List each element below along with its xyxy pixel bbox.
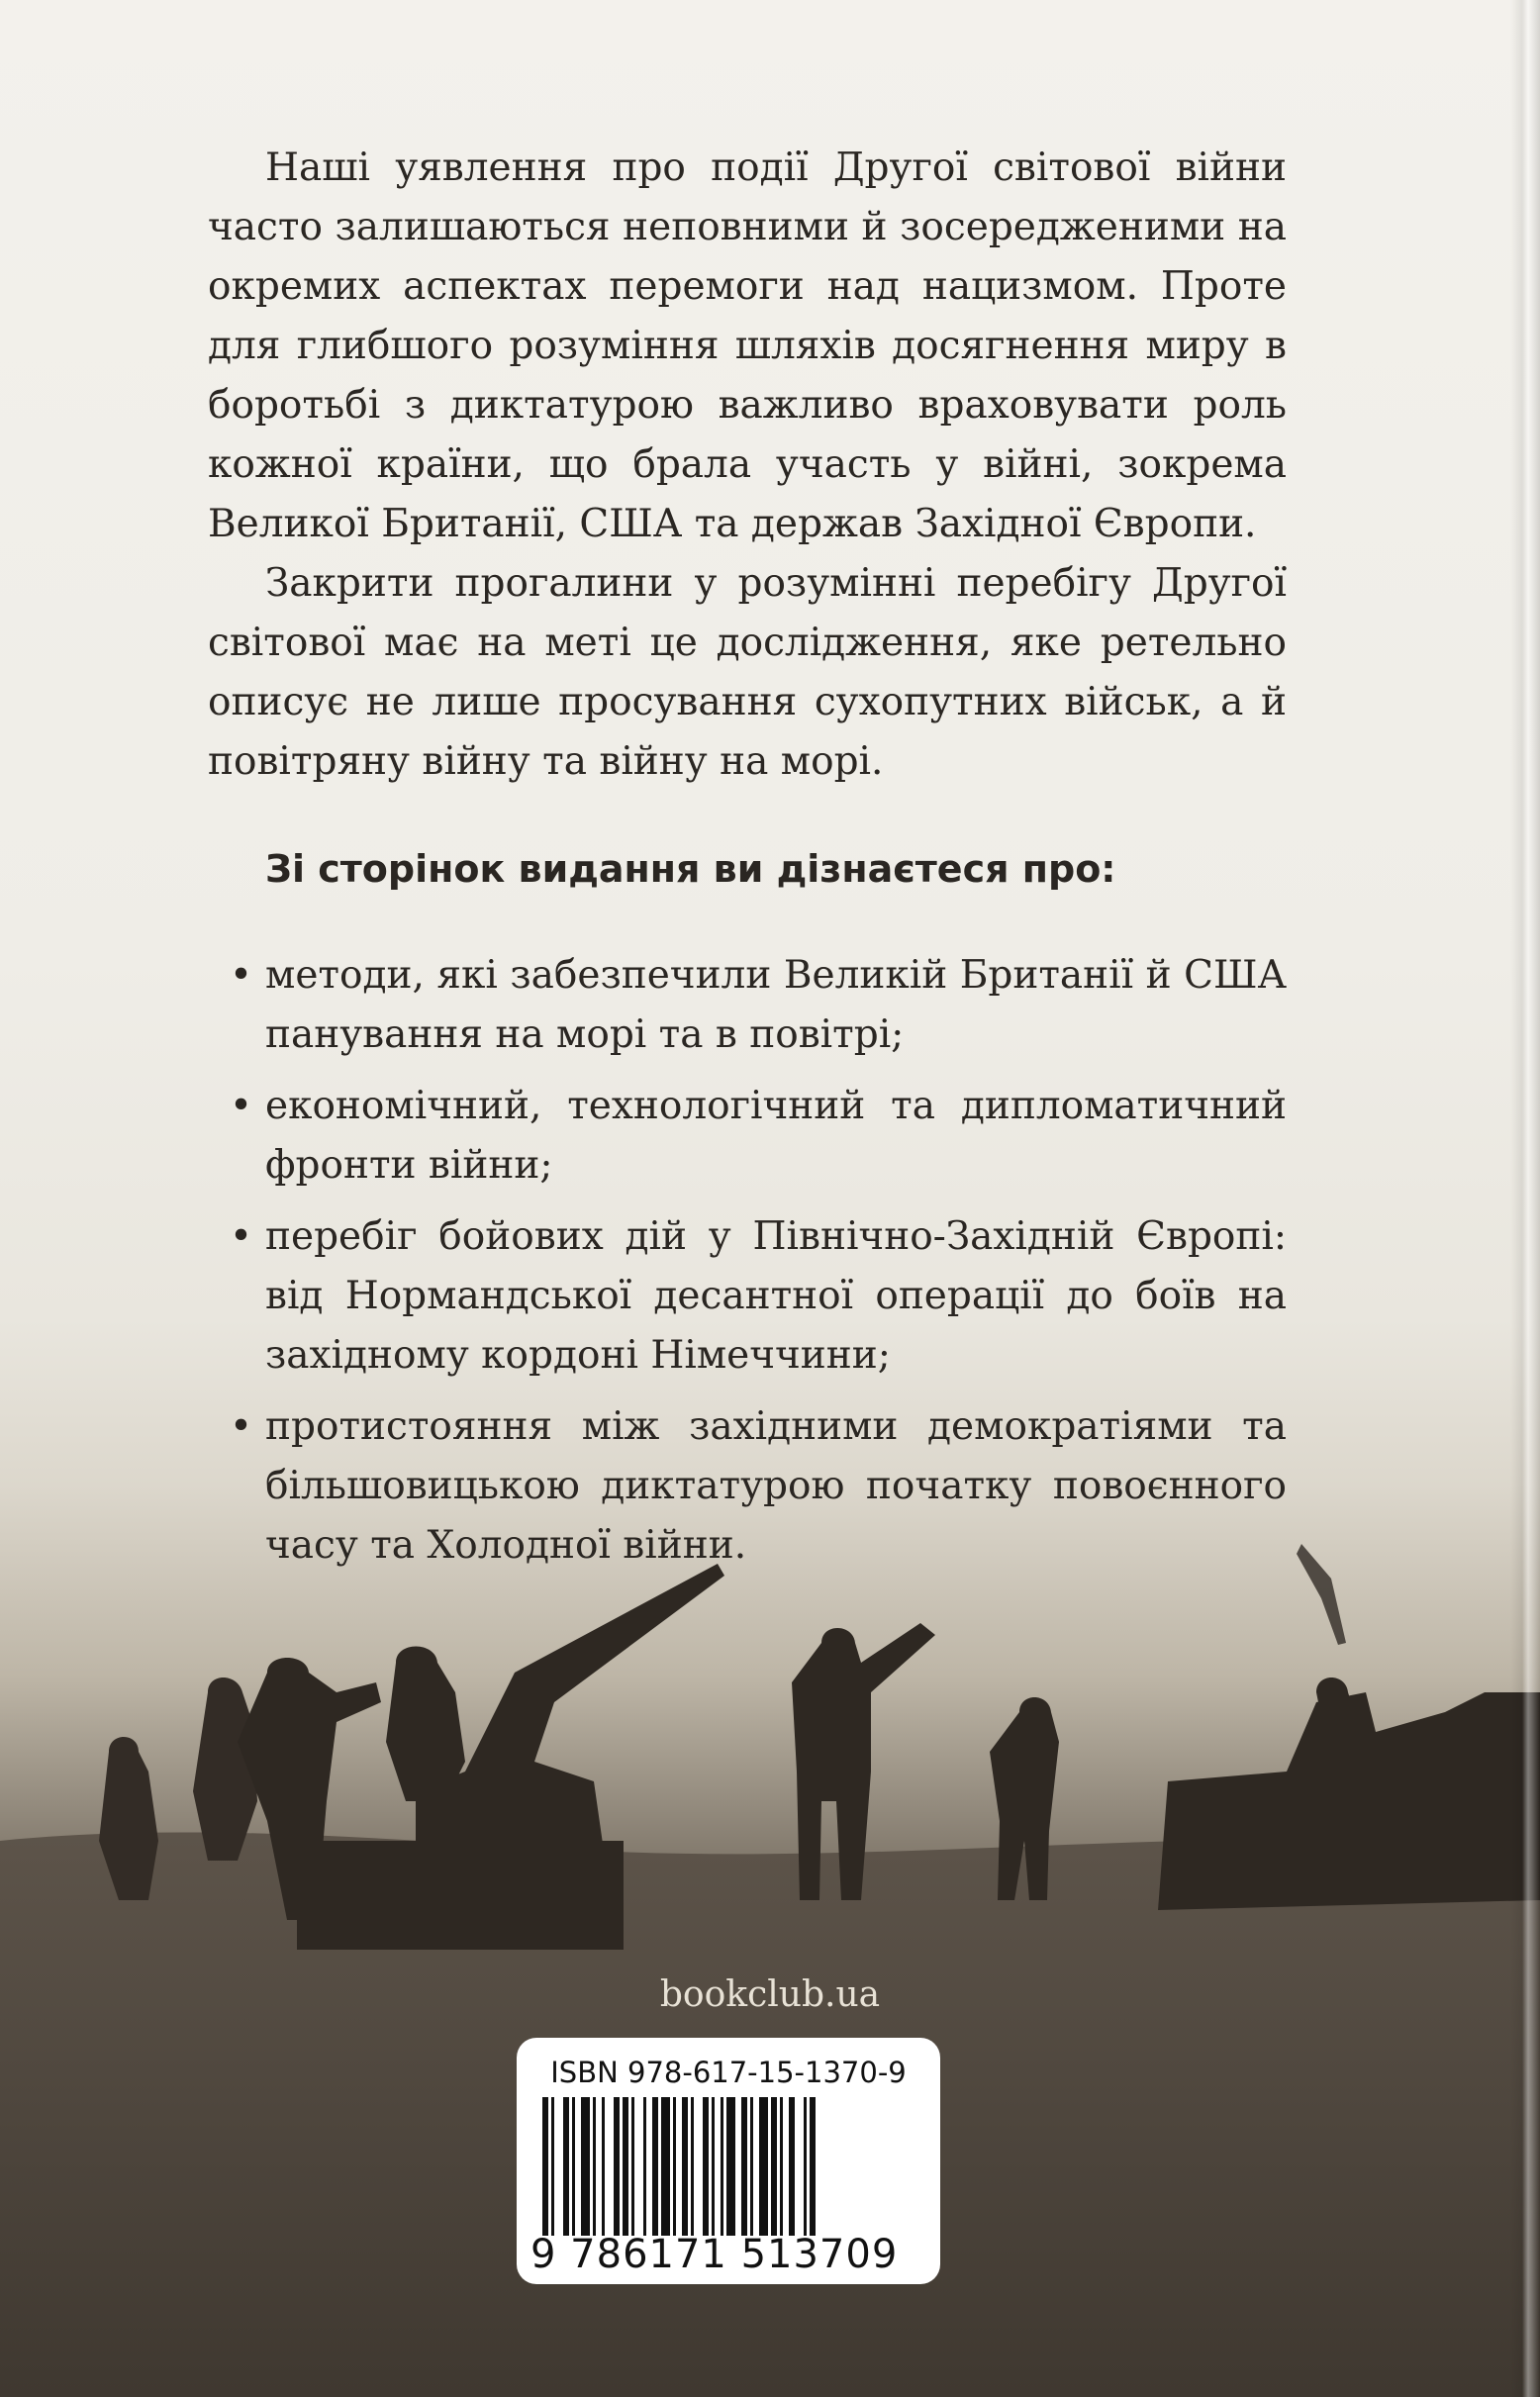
paragraph-intro: Наші уявлення про події Другої світової війни часто залишаються неповними й зосередженими на окремих аспектах перемоги над нацизмом. Проте для глибшого розуміння шляхів досягнення миру в боротьбі з диктатурою важливо враховувати роль кожної країни, що брала участь у війні, зокрема Великої Британії, США та держав Західної Європи.: [208, 145, 1287, 546]
spine-edge: [1510, 0, 1540, 2397]
bullet-item: • економічний, технологічний та дипломатичний фронти війни;: [208, 1077, 1287, 1196]
soldier-silhouette: [386, 1647, 465, 1802]
plane-silhouette: [1297, 1544, 1346, 1645]
vehicle-silhouette: [1158, 1692, 1540, 1910]
bullet-item: • перебіг бойових дій у Північно-Західній Європі: від Нормандської десантної операції до боїв на західному кордоні Німеччини;: [208, 1207, 1287, 1386]
bullet-item: • методи, які забезпечили Великій Британії й США панування на морі та в повітрі;: [208, 946, 1287, 1065]
isbn-barcode-panel: [517, 2038, 940, 2284]
bullet-list: [208, 946, 1287, 1576]
bullets-heading: Зі сторінок видання ви дізнаєтеся про:: [265, 847, 1116, 891]
anti-aircraft-gun-silhouette: [416, 1564, 724, 1870]
barcode-digits: 9 786171 513709: [530, 2232, 899, 2277]
website-url: bookclub.ua: [659, 1974, 881, 2015]
barcode-icon: [538, 2097, 918, 2246]
bullet-item: • протистояння між західними демократіями та більшовицькою диктатурою початку повоєнного часу та Холодної війни.: [208, 1397, 1287, 1576]
isbn-label: ISBN 978-617-15-1370-9: [550, 2056, 907, 2089]
paragraph-purpose: Закрити прогалини у розумінні перебігу Другої світової має на меті це дослідження, яке ретельно описує не лише просування сухопутних військ, а й повітряну війну та війну на морі.: [208, 561, 1287, 784]
cover-text: [208, 139, 1287, 1587]
